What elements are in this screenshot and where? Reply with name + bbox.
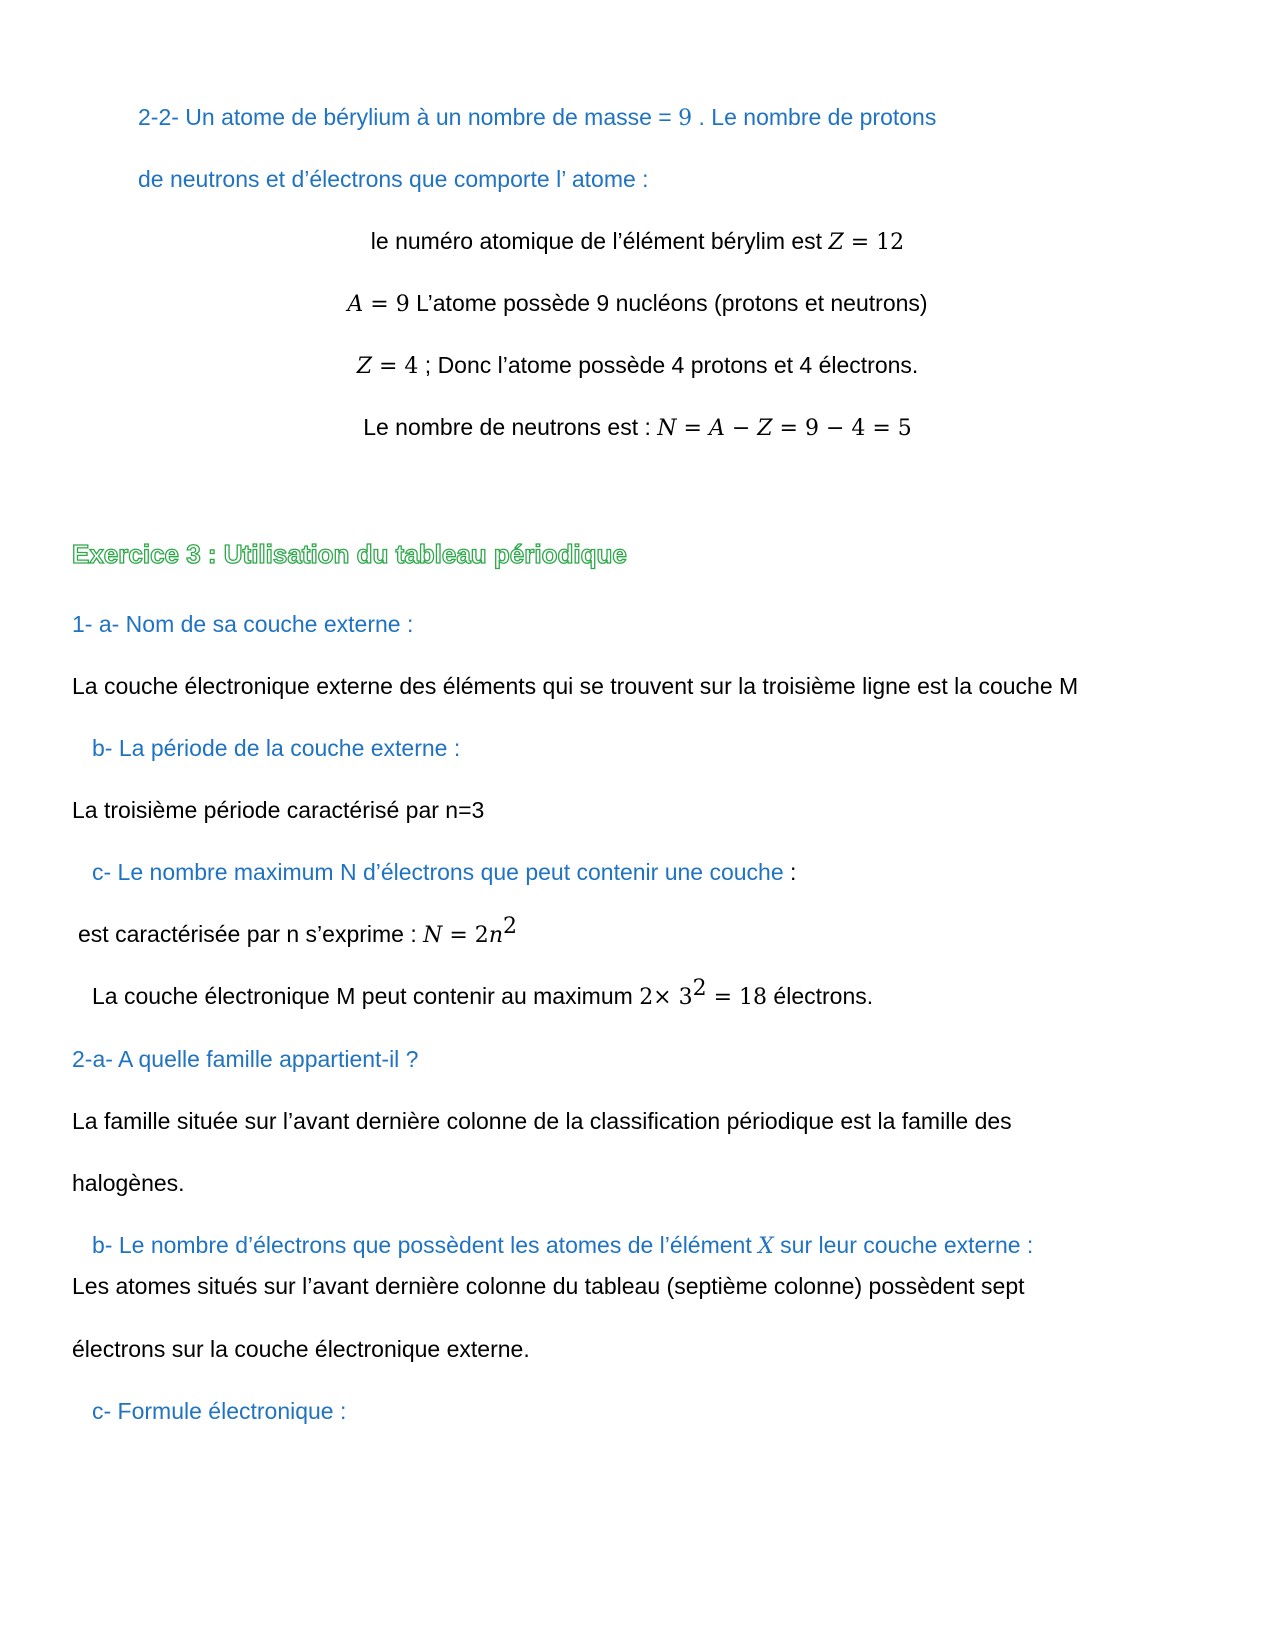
answer-1c-max — [92, 976, 874, 1013]
math-variable: A — [347, 292, 364, 317]
question-2-2-line2: de neutrons et d’électrons que comporte l’ atome : — [138, 166, 649, 192]
question-text: b- Le nombre d’électrons que possèdent les atomes de l’élément — [92, 1232, 759, 1258]
question-2a: 2-a- A quelle famille appartient-il ? — [72, 1046, 419, 1072]
question-text: 2-2- Un atome de bérylium à un nombre de masse = — [138, 104, 679, 130]
math-value: 9 — [678, 106, 693, 131]
answer-2b-line1: Les atomes situés sur l’avant dernière colonne du tableau (septième colonne) possèdent sept — [72, 1273, 1025, 1299]
question-colon: : — [783, 859, 797, 885]
answer-text: Le nombre de neutrons est : — [363, 414, 658, 440]
question-1a: 1- a- Nom de sa couche externe : — [72, 611, 414, 637]
answer-2a-line2: halogènes. — [72, 1170, 185, 1196]
answer-text: le numéro atomique de l’élément bérylim est — [370, 228, 829, 254]
question-1b: b- La période de la couche externe : — [92, 735, 461, 761]
math-value: = 9 − 4 = 5 — [772, 416, 912, 441]
answer-nucleons — [0, 288, 1275, 320]
question-1c — [92, 857, 796, 887]
question-2c: c- Formule électronique : — [92, 1398, 347, 1424]
answer-neutrons — [0, 412, 1275, 444]
exercise-3-title: Exercice 3 : Utilisation du tableau périodique — [72, 539, 627, 569]
math-value: = 4 — [371, 354, 419, 379]
answer-text: L’atome possède 9 nucléons (protons et neutrons) — [409, 290, 928, 316]
math-exponent: 2 — [692, 976, 707, 1001]
math-variable: A — [708, 416, 725, 441]
question-2-2-line1 — [138, 102, 936, 134]
math-variable: n — [488, 923, 503, 948]
question-text: . Le nombre de protons — [692, 104, 937, 130]
answer-2a-line1: La famille située sur l’avant dernière colonne de la classification périodique est la famille des — [72, 1108, 1012, 1134]
math-variable: N — [423, 923, 443, 948]
answer-protons-electrons — [0, 350, 1275, 382]
math-value: 2× 3 — [639, 985, 693, 1010]
math-variable: Z — [828, 230, 844, 255]
answer-1c-formula — [78, 914, 517, 951]
question-2b — [92, 1230, 1033, 1262]
answer-text: est caractérisée par n s’exprime : — [78, 921, 424, 947]
answer-text: La couche électronique M peut contenir au maximum — [92, 983, 640, 1009]
answer-text: électrons. — [767, 983, 874, 1009]
answer-text: ; Donc l’atome possède 4 protons et 4 électrons. — [418, 352, 919, 378]
math-variable: Z — [757, 416, 773, 441]
math-value: = 18 — [706, 985, 768, 1010]
question-text: c- Le nombre maximum N d’électrons que peut contenir une couche — [92, 859, 784, 885]
math-exponent: 2 — [502, 914, 517, 939]
answer-1b: La troisième période caractérisé par n=3 — [72, 797, 485, 823]
answer-atomic-number — [0, 226, 1275, 258]
math-variable: N — [657, 416, 677, 441]
math-value: = 9 — [363, 292, 410, 317]
math-value: = 2 — [442, 923, 489, 948]
math-operator: − — [724, 416, 758, 441]
answer-1a: La couche électronique externe des éléments qui se trouvent sur la troisième ligne est la couche M — [72, 673, 1079, 699]
math-operator: = — [676, 416, 709, 441]
answer-2b-line2: électrons sur la couche électronique externe. — [72, 1336, 530, 1362]
math-variable: Z — [356, 354, 372, 379]
math-variable: X — [758, 1234, 774, 1259]
math-value: = 12 — [843, 230, 905, 255]
question-text: sur leur couche externe : — [773, 1232, 1034, 1258]
